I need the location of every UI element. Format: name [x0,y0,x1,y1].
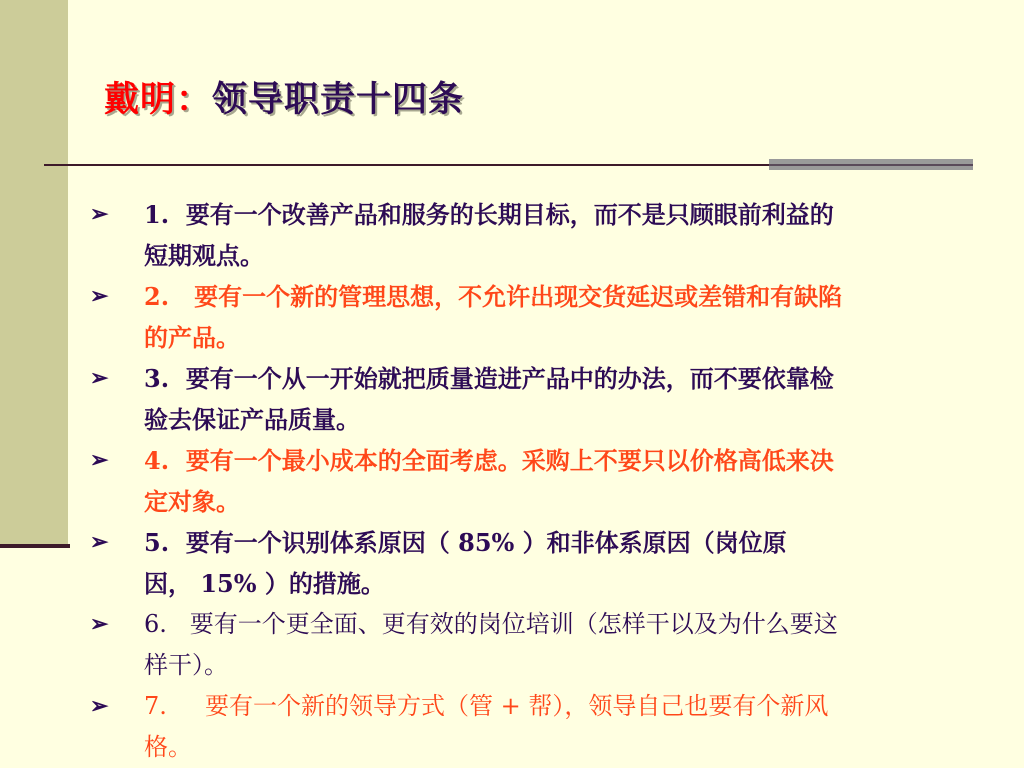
list-item [80,276,980,358]
list-item-text: 2. 要有一个新的管理思想，不允许出现交货延迟或差错和有缺陷 的产品。 [144,282,843,352]
list-item-text: 4. 要有一个最小成本的全面考虑。采购上不要只以价格高低来决 定对象。 [144,446,834,516]
list-item [80,522,980,604]
title-divider [44,164,770,166]
title-main: 领导职责十四条 [212,79,465,120]
list-item-text: 3. 要有一个从一开始就把质量造进产品中的办法，而不要依靠检 验去保证产品质量。 [144,364,834,434]
arrow-bullet-icon: ➢ [90,693,109,719]
title-prefix: 戴明： [104,79,213,120]
sidebar-accent-line [0,544,70,548]
list-item [80,686,980,768]
list-item [80,358,980,440]
arrow-bullet-icon: ➢ [90,201,109,227]
list-item [80,440,980,522]
list-item-text: 1. 要有一个改善产品和服务的长期目标，而不是只顾眼前利益的 短期观点。 [144,200,834,270]
divider-accent-line [769,164,973,166]
arrow-bullet-icon: ➢ [90,447,109,473]
list-item-text: 6. 要有一个更全面、更有效的岗位培训（怎样干以及为什么要这 样干）。 [144,610,838,679]
arrow-bullet-icon: ➢ [90,611,109,637]
arrow-bullet-icon: ➢ [90,365,109,391]
sidebar-decoration [0,0,68,546]
arrow-bullet-icon: ➢ [90,529,109,555]
list-item-text: 7. 要有一个新的领导方式（管 + 帮），领导自己也要有个新风 格。 [144,692,829,761]
list-item [80,604,980,686]
list-item-text: 5. 要有一个识别体系原因（ 85% ）和非体系原因（岗位原 因， 15% ）的措施。 [144,528,787,598]
bullet-list [80,194,980,768]
slide-title [104,74,464,126]
arrow-bullet-icon: ➢ [90,283,109,309]
list-item [80,194,980,276]
